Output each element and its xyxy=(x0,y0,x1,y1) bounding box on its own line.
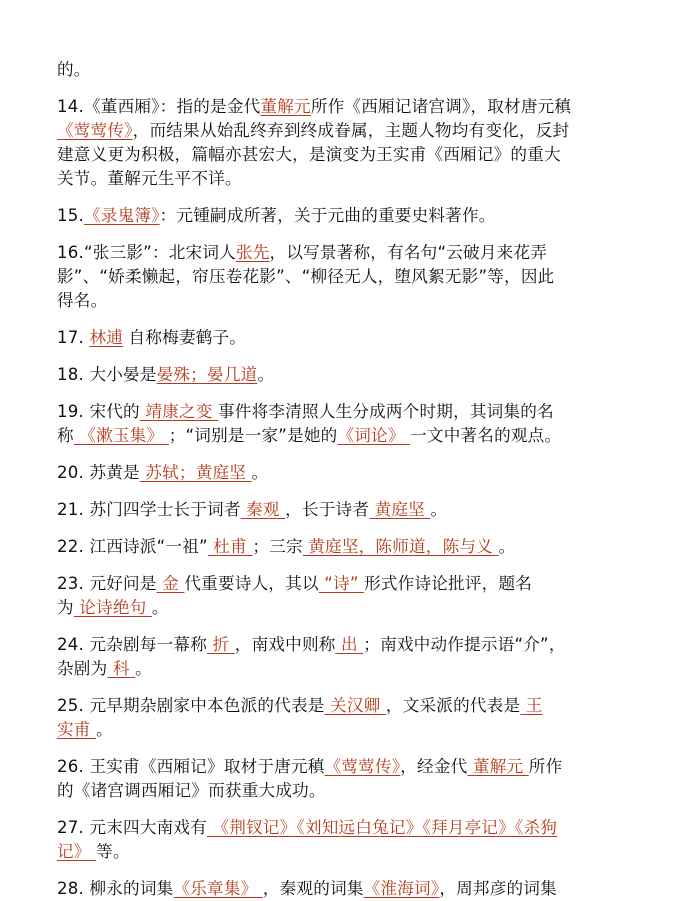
body-text: 21. 苏门四学士长于词者 xyxy=(57,500,241,519)
paragraph-gap xyxy=(57,559,642,572)
body-text: 等。 xyxy=(96,842,130,861)
answer-text: 黄庭坚，陈师道，陈与义 xyxy=(302,537,499,556)
body-text: 杂剧为 xyxy=(57,659,108,678)
question-item xyxy=(57,755,642,803)
answer-text: 《漱玉集》 xyxy=(73,426,169,445)
body-text: ，文采派的代表是 xyxy=(385,696,521,715)
answer-text: 张先 xyxy=(235,243,270,262)
text-line xyxy=(57,816,642,840)
question-item xyxy=(57,363,642,387)
answer-text: 关汉卿 xyxy=(324,696,386,715)
body-text: 的。 xyxy=(57,60,91,79)
answer-text: “诗” xyxy=(318,574,365,593)
text-line xyxy=(57,167,642,191)
question-item xyxy=(57,241,642,313)
answer-text: 《莺莺传》 xyxy=(57,121,133,140)
answer-text: 《词论》 xyxy=(337,426,411,445)
text-line xyxy=(57,289,642,313)
body-text: ；三宗 xyxy=(252,537,303,556)
body-text: 。 xyxy=(96,720,113,739)
body-text: ，周邦彦的词集 xyxy=(439,879,557,898)
paragraph-gap xyxy=(57,82,642,95)
answer-text: 实甫 xyxy=(57,720,97,739)
body-text: 22. 江西诗派“一祖” xyxy=(57,537,208,556)
body-text: 影”、“娇柔懒起，帘压卷花影”、“柳径无人，堕风絮无影”等，因此 xyxy=(57,267,555,286)
body-text: 建意义更为积极，篇幅亦甚宏大，是演变为王实甫《西厢记》的重大 xyxy=(57,145,561,164)
answer-text: 记》 xyxy=(57,842,97,861)
answer-text: 杜甫 xyxy=(207,537,253,556)
paragraph-gap xyxy=(57,620,642,633)
body-text: 28. 柳永的词集 xyxy=(57,879,174,898)
answer-text: 《淮海词》 xyxy=(363,879,440,898)
body-text: 25. 元早期杂剧家中本色派的代表是 xyxy=(57,696,325,715)
body-text: 。 xyxy=(251,463,269,482)
body-text: ，秦观的词集 xyxy=(262,879,364,898)
body-text: ，长于诗者 xyxy=(285,500,370,519)
text-line xyxy=(57,400,642,424)
answer-text: 科 xyxy=(107,659,136,678)
body-text: 27. 元末四大南戏有 xyxy=(57,818,208,837)
question-item xyxy=(57,400,642,448)
body-text: 所作《西厢记诸宫调》，取材唐元稹 xyxy=(310,97,572,116)
text-line xyxy=(57,572,642,596)
text-line xyxy=(57,461,642,485)
text-line xyxy=(57,596,642,620)
question-item xyxy=(57,572,642,620)
body-text: 的《诸宫调西厢记》而获重大成功。 xyxy=(57,781,326,800)
text-line xyxy=(57,657,642,681)
paragraph-gap xyxy=(57,228,642,241)
answer-text: 董解元 xyxy=(260,97,311,116)
answer-text: 黄庭坚 xyxy=(369,500,431,519)
paragraph-gap xyxy=(57,387,642,400)
answer-text: 秦观 xyxy=(240,500,286,519)
paragraph-gap xyxy=(57,522,642,535)
body-text: 17. xyxy=(57,328,90,347)
text-line xyxy=(57,535,642,559)
text-line xyxy=(57,119,642,143)
text-line xyxy=(57,633,642,657)
answer-text: 王 xyxy=(520,696,543,715)
text-line xyxy=(57,779,642,803)
body-text: 18. 大小晏是 xyxy=(57,365,157,384)
body-text: 。 xyxy=(430,500,448,519)
answer-text: 《荆钗记》《刘知远白兔记》《拜月亭记》《杀狗 xyxy=(207,818,558,837)
question-item xyxy=(57,694,642,742)
body-text: 26. 王实甫《西厢记》取材于唐元稹 xyxy=(57,757,325,776)
text-line xyxy=(57,326,642,350)
question-item xyxy=(57,461,642,485)
body-text: 16.“张三影”：北宋词人 xyxy=(57,243,236,262)
body-text: 得名。 xyxy=(57,291,108,310)
text-line xyxy=(57,424,642,448)
question-item xyxy=(57,326,642,350)
text-line xyxy=(57,143,642,167)
body-text: ；南戏中动作提示语“介”， xyxy=(363,635,566,654)
question-item xyxy=(57,816,642,864)
body-text: ，南戏中则称 xyxy=(234,635,336,654)
body-text: 。 xyxy=(498,537,516,556)
paragraph-gap xyxy=(57,742,642,755)
body-text: 15. xyxy=(57,206,84,225)
question-item xyxy=(57,204,642,228)
answer-text: 《莺莺传》 xyxy=(324,757,401,776)
paragraph-gap xyxy=(57,350,642,363)
text-line xyxy=(57,241,642,265)
text-line xyxy=(57,718,642,742)
body-text: 事件将李清照人生分成两个时期，其词集的名 xyxy=(217,402,554,421)
body-text: ，以写景著称，有名句“云破月来花弄 xyxy=(269,243,548,262)
answer-text: 靖康之变 xyxy=(139,402,218,421)
body-text: 14.《董西厢》：指的是金代 xyxy=(57,97,261,116)
body-text: 19. 宋代的 xyxy=(57,402,140,421)
answer-text: 苏轼；黄庭坚 xyxy=(139,463,252,482)
answer-text: 林逋 xyxy=(89,328,124,347)
answer-text: 晏殊；晏几道 xyxy=(156,365,258,384)
paragraph-gap xyxy=(57,681,642,694)
text-line xyxy=(57,498,642,522)
question-item xyxy=(57,633,642,681)
question-item xyxy=(57,58,642,82)
text-line xyxy=(57,265,642,289)
answer-text: 金 xyxy=(156,574,185,593)
paragraph-gap xyxy=(57,485,642,498)
question-item xyxy=(57,535,642,559)
body-text: 23. 元好问是 xyxy=(57,574,157,593)
body-text: ，而结果从始乱终弃到终成眷属，主题人物均有变化，反封 xyxy=(132,121,570,140)
answer-text: 出 xyxy=(335,635,364,654)
paragraph-gap xyxy=(57,313,642,326)
body-text: 称 xyxy=(57,426,74,445)
paragraph-gap xyxy=(57,448,642,461)
body-text: 一文中著名的观点。 xyxy=(410,426,562,445)
text-line xyxy=(57,755,642,779)
question-item xyxy=(57,498,642,522)
text-line xyxy=(57,58,642,82)
body-text: ；“词别是一家”是她的 xyxy=(168,426,338,445)
answer-text: 论诗绝句 xyxy=(73,598,152,617)
paragraph-gap xyxy=(57,191,642,204)
text-line xyxy=(57,95,642,119)
paragraph-gap xyxy=(57,803,642,816)
body-text: 自称梅妻鹤子。 xyxy=(123,328,247,347)
answer-text: 董解元 xyxy=(467,757,529,776)
body-text: 关节。董解元生平不详。 xyxy=(57,169,242,188)
answer-text: 折 xyxy=(207,635,235,654)
body-text: 为 xyxy=(57,598,74,617)
text-line xyxy=(57,840,642,864)
body-text: 形式作诗论批评，题名 xyxy=(364,574,533,593)
body-text: 。 xyxy=(151,598,169,617)
text-line xyxy=(57,694,642,718)
body-text: 。 xyxy=(257,365,275,384)
body-text: 24. 元杂剧每一幕称 xyxy=(57,635,208,654)
body-text: ：元锺嗣成所著，关于元曲的重要史料著作。 xyxy=(159,206,496,225)
body-text: ，经金代 xyxy=(400,757,468,776)
body-text: 代重要诗人，其以 xyxy=(184,574,319,593)
body-text: 20. 苏黄是 xyxy=(57,463,140,482)
answer-text: 《录鬼簿》 xyxy=(84,206,160,225)
paragraph-gap xyxy=(57,864,642,877)
text-line xyxy=(57,204,642,228)
text-line xyxy=(57,363,642,387)
answer-text: 《乐章集》 xyxy=(173,879,263,898)
body-text: 所作 xyxy=(528,757,563,776)
body-text: 。 xyxy=(135,659,152,678)
question-item xyxy=(57,95,642,191)
